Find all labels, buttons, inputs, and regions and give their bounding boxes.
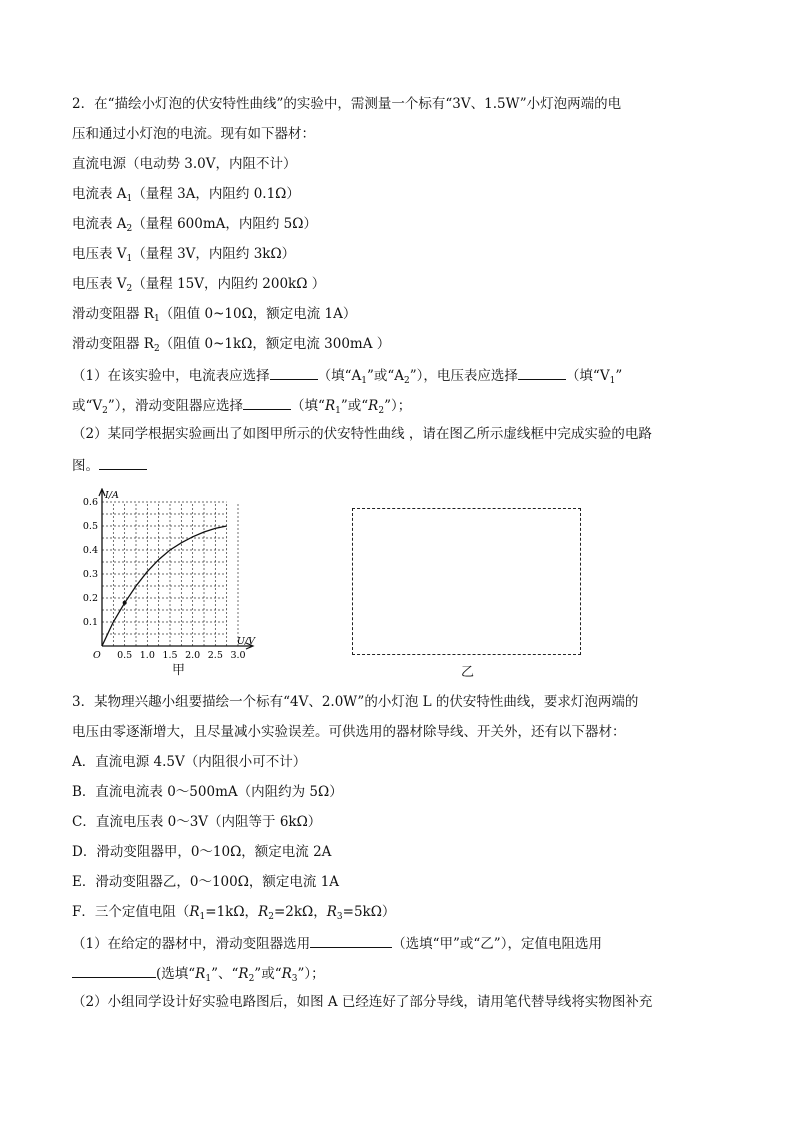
q3-item-a: A．直流电源 4.5V（内阻很小可不计） (72, 754, 307, 770)
q2-part2-line1: （2）某同学根据实验画出了如图甲所示的伏安特性曲线 ，请在图乙所示虚线框中完成实验的电路 (72, 426, 652, 442)
q3-item-d: D．滑动变阻器甲，0～10Ω，额定电流 2A (72, 844, 332, 860)
y-axis-label: I/A (105, 490, 119, 501)
iu-characteristic-chart (80, 488, 260, 678)
answer-blank-circuit[interactable] (99, 455, 147, 470)
y-tick-label: 0.4 (82, 545, 98, 556)
answer-blank-q3-resistor[interactable] (72, 963, 156, 978)
q2-item-5: 滑动变阻器 $R_1$（阻值 0~10Ω，额定电流 1A） (72, 306, 357, 324)
q2-part1-line2: 或“$V_2$”），滑动变阻器应选择 （填“$R_1$”或“$R_2$”）； (72, 395, 411, 420)
y-tick-label: 0.3 (82, 569, 98, 580)
origin-label: O (93, 650, 101, 661)
x-axis-label: U/V (236, 636, 255, 647)
x-tick-label: 0.5 (117, 650, 133, 661)
q2-item-6: 滑动变阻器 $R_2$（阻值 0~1kΩ，额定电流 300mA ） (72, 336, 391, 354)
q3-part2-line1: （2）小组同学设计好实验电路图后，如图 A 已经连好了部分导线，请用笔代替导线将实物图补充 (72, 994, 653, 1010)
figure-b-caption: 乙 (461, 665, 475, 680)
q2-line2: 压和通过小灯泡的电流。现有如下器材： (72, 126, 315, 142)
y-tick-label: 0.5 (82, 521, 98, 532)
q3-part1-line2: (选填“$R_1$”、“$R_2$”或“$R_3$”）； (72, 963, 325, 988)
answer-blank-voltmeter[interactable] (518, 365, 566, 380)
figure-a-caption: 甲 (172, 663, 186, 678)
q3-item-f: F．三个定值电阻（$R_1=1k\Omega$，$R_2=2k\Omega$，$R_3=5k\Omega$） (72, 904, 396, 922)
q2-item-1: 电流表 $A_1$（量程 3A，内阻约 0.1Ω） (72, 186, 300, 204)
q2-item-0: 直流电源（电动势 3.0V，内阻不计） (72, 156, 297, 172)
answer-blank-rheostat[interactable] (243, 395, 291, 410)
q3-item-e: E．滑动变阻器乙，0～100Ω，额定电流 1A (72, 874, 340, 890)
circuit-drawing-box[interactable] (352, 508, 581, 655)
q3-item-c: C．直流电压表 0～3V（内阻等于 6kΩ） (72, 814, 322, 830)
answer-blank-q3-rheostat[interactable] (310, 933, 392, 948)
chart-tick-labels (83, 490, 256, 661)
q3-line2: 电压由零逐渐增大，且尽量减小实验误差。可供选用的器材除导线、开关外，还有以下器材： (72, 724, 626, 740)
q2-item-4: 电压表 $V_2$（量程 15V，内阻约 200kΩ ） (72, 276, 326, 294)
q2-part1-line1: （1）在该实验中，电流表应选择 （填“$A_1$”或“$A_2$”），电压表应选择 （填“$V_1$” (72, 365, 622, 390)
x-tick-label: 3.0 (230, 650, 246, 661)
x-tick-label: 2.0 (185, 650, 201, 661)
q3-part1-line1: （1）在给定的器材中，滑动变阻器选用 （选填“甲”或“乙”），定值电阻选用 (72, 933, 602, 953)
y-tick-label: 0.1 (82, 617, 98, 628)
x-tick-label: 2.5 (207, 650, 223, 661)
q2-line1: 2．在“描绘小灯泡的伏安特性曲线”的实验中，需测量一个标有“3V、1.5W”小灯泡两端的电 (72, 96, 622, 112)
data-point (123, 601, 127, 605)
q2-item-2: 电流表 $A_2$（量程 600mA，内阻约 5Ω） (72, 216, 317, 234)
chart-axes (99, 489, 253, 649)
q2-item-3: 电压表 $V_1$（量程 3V，内阻约 3kΩ） (72, 246, 296, 264)
q3-item-b: B．直流电流表 0～500mA（内阻约为 5Ω） (72, 784, 343, 800)
q3-line1: 3．某物理兴趣小组要描绘一个标有“4V、2.0W”的小灯泡 L 的伏安特性曲线，要求灯泡两端的 (72, 694, 639, 710)
y-tick-label: 0.2 (82, 593, 98, 604)
chart-grid (102, 502, 238, 646)
x-tick-label: 1.5 (162, 650, 178, 661)
answer-blank-ammeter[interactable] (270, 365, 318, 380)
q2-part2-line2: 图。 (72, 455, 147, 475)
x-tick-label: 1.0 (139, 650, 155, 661)
y-tick-label: 0.6 (82, 497, 98, 508)
